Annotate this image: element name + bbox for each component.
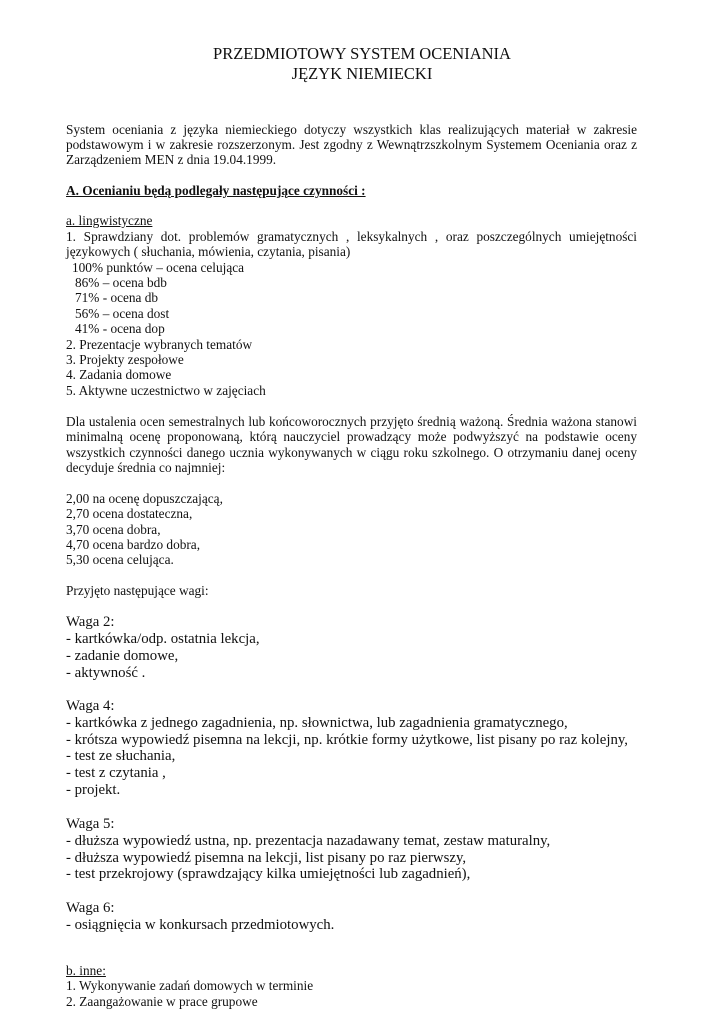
weight-item: - zadanie domowe, (66, 648, 179, 664)
average-threshold: 2,00 na ocenę dopuszczającą, (66, 491, 223, 506)
weight-item: - kartkówka/odp. ostatnia lekcja, (66, 631, 260, 647)
intro-line: System oceniania z języka niemieckiego dotyczy wszystkich klas realizujących materiał w zakresie (66, 122, 637, 137)
weight-label: Waga 4: (66, 698, 115, 714)
grade-threshold: 41% - ocena dop (75, 321, 165, 336)
document-subtitle: JĘZYK NIEMIECKI (291, 64, 433, 83)
weight-label: Waga 6: (66, 900, 115, 916)
average-threshold: 3,70 ocena dobra, (66, 522, 161, 537)
average-threshold: 5,30 ocena celująca. (66, 552, 174, 567)
weight-item: - test ze słuchania, (66, 748, 176, 764)
weight-item: - projekt. (66, 782, 121, 798)
weighted-line: wszystkich czynności danego ucznia wykonywanych w ciągu roku szkolnego. O otrzymaniu danej oceny (66, 445, 637, 460)
list-item: językowych ( słuchania, mówienia, czytania, pisania) (66, 244, 351, 259)
grade-threshold: 71% - ocena db (75, 290, 159, 305)
section-a-subheading: a. lingwistyczne (66, 213, 153, 228)
grade-threshold: 56% – ocena dost (75, 306, 170, 321)
list-item: 3. Projekty zespołowe (66, 352, 184, 367)
weight-item: - osiągnięcia w konkursach przedmiotowych. (66, 917, 335, 933)
weight-item: - kartkówka z jednego zagadnienia, np. słownictwa, lub zagadnienia gramatycznego, (66, 715, 568, 731)
weight-item: - krótsza wypowiedź pisemna na lekcji, np. krótkie formy użytkowe, list pisany po raz kolejny, (66, 732, 628, 748)
weight-item: - dłuższa wypowiedź pisemna na lekcji, list pisany po raz pierwszy, (66, 850, 467, 866)
weight-item: - dłuższa wypowiedź ustna, np. prezentacja nazadawany temat, zestaw maturalny, (66, 833, 551, 849)
weight-item: - test z czytania , (66, 765, 166, 781)
list-item: 1. Wykonywanie zadań domowych w terminie (66, 978, 314, 993)
section-b-subheading: b. inne: (66, 963, 106, 978)
weight-label: Waga 5: (66, 816, 115, 832)
section-a-heading: A. Ocenianiu będą podlegały następujące czynności : (66, 183, 366, 198)
intro-line: Zarządzeniem MEN z dnia 19.04.1999. (66, 152, 277, 167)
weighted-line: Dla ustalenia ocen semestralnych lub końcoworocznych przyjęto średnią ważoną. Średnia ważona stanowi (66, 414, 637, 429)
list-item: 4. Zadania domowe (66, 367, 172, 382)
intro-line: podstawowym i w zakresie rozszerzonym. Jest zgodny z Wewnątrzszkolnym Systemem Oceniania oraz z (66, 137, 637, 152)
list-item: 1. Sprawdziany dot. problemów gramatycznych , leksykalnych , oraz poszczególnych umiejętności (66, 229, 637, 244)
list-item: 2. Zaangażowanie w prace grupowe (66, 994, 258, 1009)
document-title: PRZEDMIOTOWY SYSTEM OCENIANIA (213, 44, 511, 63)
weighted-line: decyduje średnia co najmniej: (66, 460, 226, 475)
weights-intro: Przyjęto następujące wagi: (66, 583, 209, 598)
list-item: 5. Aktywne uczestnictwo w zajęciach (66, 383, 266, 398)
average-threshold: 2,70 ocena dostateczna, (66, 506, 193, 521)
grade-threshold: 86% – ocena bdb (75, 275, 167, 290)
weight-item: - test przekrojowy (sprawdzający kilka umiejętności lub zagadnień), (66, 866, 471, 882)
grade-threshold: 100% punktów – ocena celująca (72, 260, 245, 275)
list-item: 2. Prezentacje wybranych tematów (66, 337, 253, 352)
weight-label: Waga 2: (66, 614, 115, 630)
weight-item: - aktywność . (66, 665, 146, 681)
weighted-line: minimalną ocenę proponowaną, którą nauczyciel prowadzący może podwyższyć na podstawie oceny (66, 429, 637, 444)
average-threshold: 4,70 ocena bardzo dobra, (66, 537, 201, 552)
